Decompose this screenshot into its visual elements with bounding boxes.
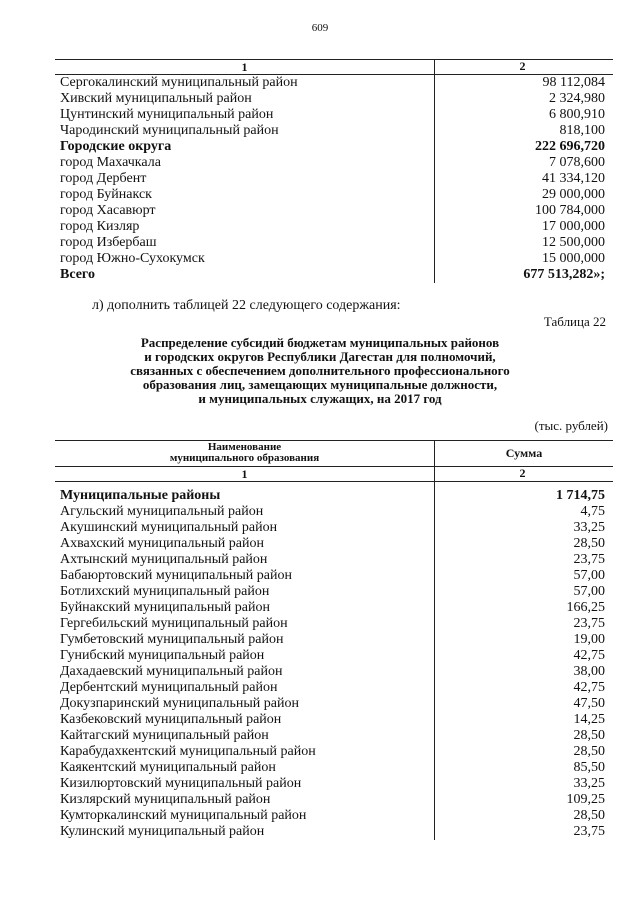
row-value: 57,00: [573, 584, 605, 599]
row-value: 28,50: [573, 728, 605, 743]
table-row: [55, 536, 613, 552]
row-name: Акушинский муниципальный район: [55, 520, 435, 536]
row-name: город Буйнакск: [55, 187, 435, 203]
row-name: город Хасавюрт: [55, 203, 435, 219]
table-number-label: Таблица 22: [543, 314, 606, 329]
table-row: [55, 664, 613, 680]
title-line: образования лиц, замещающих муниципальные должности,: [142, 377, 498, 392]
table-row: [55, 584, 613, 600]
row-name: Агульский муниципальный район: [55, 504, 435, 520]
row-name: Хивский муниципальный район: [55, 91, 435, 107]
row-value: 222 696,720: [535, 139, 605, 154]
table-row: [55, 616, 613, 632]
table-row: [55, 107, 613, 123]
title-line: Распределение субсидий бюджетам муниципальных районов: [140, 335, 500, 350]
row-value: 29 000,000: [542, 187, 605, 202]
table-row: [55, 520, 613, 536]
table-row: [55, 808, 613, 824]
column-2-number: 2: [435, 60, 614, 75]
row-value: 23,75: [573, 616, 605, 631]
table-row: [55, 744, 613, 760]
row-value: 14,25: [573, 712, 605, 727]
row-name: Всего: [55, 267, 435, 283]
table-header-row: [55, 60, 613, 75]
table-row: [55, 712, 613, 728]
row-value: 100 784,000: [535, 203, 605, 218]
row-name: Городские округа: [55, 139, 435, 155]
units-label: (тыс. рублей): [534, 418, 608, 433]
column-number-row: [55, 467, 613, 482]
table-row: [55, 792, 613, 808]
header-line: Наименование: [207, 441, 282, 453]
row-name: Кизилюртовский муниципальный район: [55, 776, 435, 792]
row-value: 42,75: [573, 680, 605, 695]
table-row: [55, 760, 613, 776]
table-row: [55, 600, 613, 616]
row-name: Сергокалинский муниципальный район: [55, 75, 435, 92]
table-row: [55, 171, 613, 187]
row-name: город Избербаш: [55, 235, 435, 251]
row-value: 23,75: [573, 824, 605, 839]
table-row: [55, 123, 613, 139]
column-header-sum: Сумма: [435, 441, 614, 467]
row-value: 23,75: [573, 552, 605, 567]
row-value: 15 000,000: [542, 251, 605, 266]
row-name: Кайтагский муниципальный район: [55, 728, 435, 744]
row-name: Ботлихский муниципальный район: [55, 584, 435, 600]
row-value: 818,100: [559, 123, 605, 138]
row-name: город Махачкала: [55, 155, 435, 171]
row-name: Казбековский муниципальный район: [55, 712, 435, 728]
table-row: [55, 251, 613, 267]
title-line: связанных с обеспечением дополнительного профессионального: [130, 363, 510, 378]
row-value: 12 500,000: [542, 235, 605, 250]
table-row: [55, 728, 613, 744]
table-row: [55, 552, 613, 568]
amendment-text: л) дополнить таблицей 22 следующего содержания:: [92, 298, 401, 313]
table-row: [55, 824, 613, 840]
row-value: 41 334,120: [542, 171, 605, 186]
row-value: 85,50: [573, 760, 605, 775]
table-row: [55, 632, 613, 648]
row-name: город Кизляр: [55, 219, 435, 235]
row-value: 6 800,910: [549, 107, 605, 122]
column-2-number: 2: [435, 467, 614, 482]
table-row: [55, 504, 613, 520]
row-name: Муниципальные районы: [55, 488, 435, 504]
row-value: 98 112,084: [542, 75, 605, 90]
table-row: [55, 648, 613, 664]
row-value: 28,50: [573, 536, 605, 551]
row-name: Ахвахский муниципальный район: [55, 536, 435, 552]
table-row: [55, 139, 613, 155]
table-row: [55, 235, 613, 251]
row-value: 7 078,600: [549, 155, 605, 170]
column-1-number: 1: [55, 60, 435, 75]
column-1-number: 1: [55, 467, 435, 482]
row-value: 38,00: [573, 664, 605, 679]
title-line: и муниципальных служащих, на 2017 год: [198, 391, 442, 406]
row-value: 19,00: [573, 632, 605, 647]
continued-subsidy-table: [55, 59, 613, 283]
table-row: [55, 187, 613, 203]
row-name: город Южно-Сухокумск: [55, 251, 435, 267]
row-value: 33,25: [573, 520, 605, 535]
table-header-row: [55, 441, 613, 467]
row-name: Докузпаринский муниципальный район: [55, 696, 435, 712]
table-row: [55, 91, 613, 107]
row-name: Дахадаевский муниципальный район: [55, 664, 435, 680]
row-name: Кумторкалинский муниципальный район: [55, 808, 435, 824]
table-row: [55, 267, 613, 283]
column-header-name: [55, 441, 435, 467]
row-value: 2 324,980: [549, 91, 605, 106]
row-value: 4,75: [580, 504, 605, 519]
header-line: муниципального образования: [169, 452, 320, 464]
row-name: Кулинский муниципальный район: [55, 824, 435, 840]
row-name: Гумбетовский муниципальный район: [55, 632, 435, 648]
table-row: [55, 568, 613, 584]
table-row: [55, 75, 613, 92]
page-number: 609: [311, 22, 329, 34]
row-value: 42,75: [573, 648, 605, 663]
row-value: 28,50: [573, 744, 605, 759]
table-row: [55, 203, 613, 219]
row-value: 28,50: [573, 808, 605, 823]
row-name: Карабудахкентский муниципальный район: [55, 744, 435, 760]
row-value: 109,25: [566, 792, 605, 807]
table-row: [55, 696, 613, 712]
row-value: 47,50: [573, 696, 605, 711]
row-name: Кизлярский муниципальный район: [55, 792, 435, 808]
row-value: 166,25: [566, 600, 605, 615]
row-name: Чародинский муниципальный район: [55, 123, 435, 139]
row-value: 677 513,282»;: [523, 267, 605, 282]
row-value: 33,25: [573, 776, 605, 791]
table-row: [55, 488, 613, 504]
row-name: Цунтинский муниципальный район: [55, 107, 435, 123]
table-row: [55, 155, 613, 171]
title-line: и городских округов Республики Дагестан для полномочий,: [144, 349, 496, 364]
table-row: [55, 219, 613, 235]
row-name: Буйнакский муниципальный район: [55, 600, 435, 616]
row-name: Ахтынский муниципальный район: [55, 552, 435, 568]
row-value: 17 000,000: [542, 219, 605, 234]
row-value: 57,00: [573, 568, 605, 583]
row-value: 1 714,75: [556, 488, 605, 503]
table-title: [100, 336, 540, 406]
row-name: Гергебильский муниципальный район: [55, 616, 435, 632]
row-name: Бабаюртовский муниципальный район: [55, 568, 435, 584]
row-name: Гунибский муниципальный район: [55, 648, 435, 664]
table-row: [55, 776, 613, 792]
table-row: [55, 680, 613, 696]
row-name: Дербентский муниципальный район: [55, 680, 435, 696]
table-22: [55, 440, 613, 840]
row-name: Каякентский муниципальный район: [55, 760, 435, 776]
row-name: город Дербент: [55, 171, 435, 187]
